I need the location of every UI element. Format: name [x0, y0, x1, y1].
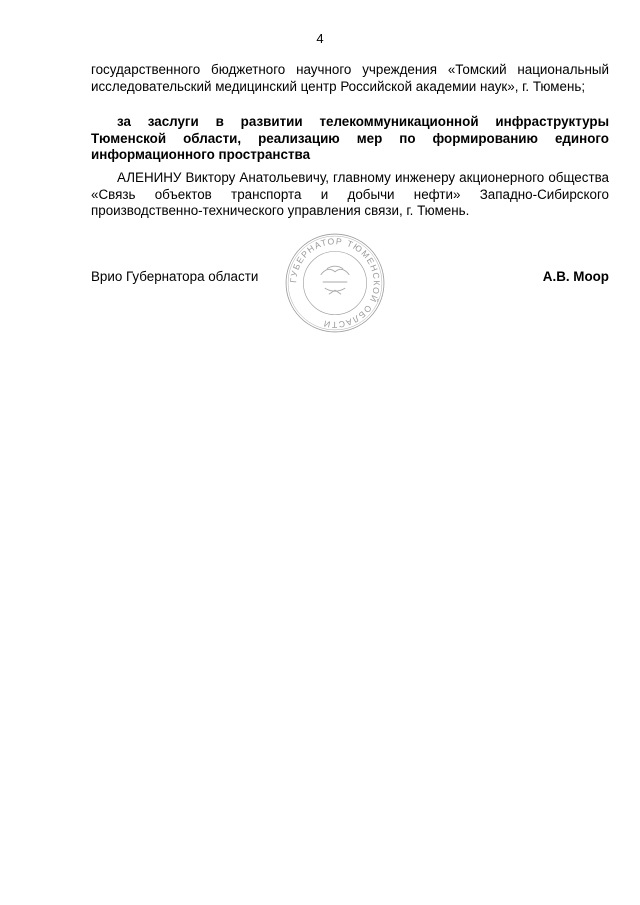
seal-text: ГУБЕРНАТОР ТЮМЕНСКОЙ ОБЛАСТИ: [288, 236, 382, 330]
signatory-title: Врио Губернатора области: [91, 269, 259, 284]
page-number: 4: [316, 31, 324, 46]
signatory-name: А.В. Моор: [542, 269, 609, 284]
paragraph-continuation: государственного бюджетного научного учреждения «Томский национальный исследовательский медицинский центр Российской академии наук», г. Тюмень;: [91, 62, 609, 94]
award-recipient-paragraph: АЛЕНИНУ Виктору Анатольевичу, главному инженеру акционерного общества «Связь объектов транспорта и добычи нефти» Западно-Сибирского производственно-технического управления связи, г. Тюмень.: [91, 170, 609, 218]
signature-block: [91, 268, 609, 288]
section-heading: за заслуги в развитии телекоммуникационной инфраструктуры Тюменской области, реализацию мер по формированию единого информационного пространства: [91, 114, 609, 162]
